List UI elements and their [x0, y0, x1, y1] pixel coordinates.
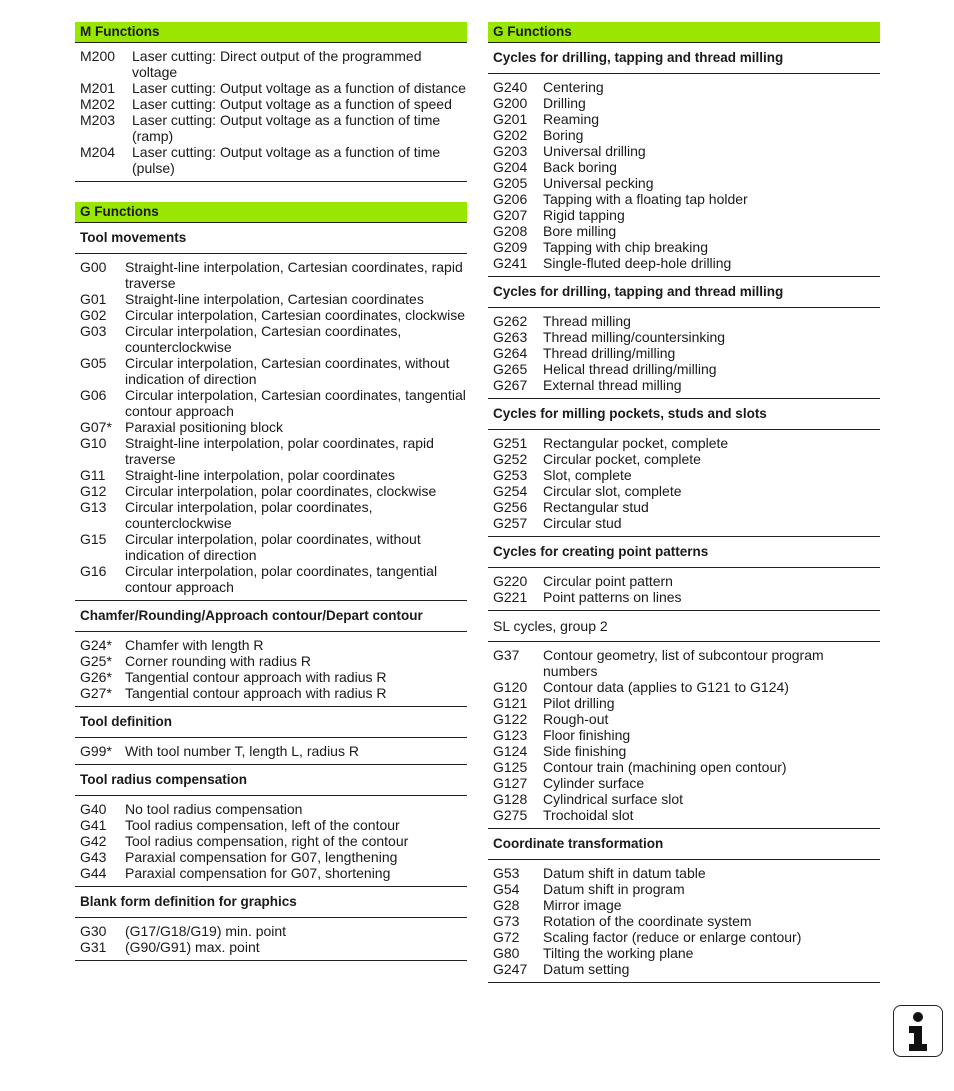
function-entry: [488, 483, 880, 499]
left-sections: [75, 223, 467, 961]
section-heading: Cycles for creating point patterns: [488, 537, 880, 568]
function-code: G253: [493, 467, 528, 483]
function-description: Circular interpolation, Cartesian coordinates, clockwise: [125, 307, 466, 323]
function-entry: [488, 743, 880, 759]
function-code: G27*: [80, 685, 112, 701]
function-code: G122: [493, 711, 528, 727]
function-entry: [488, 143, 880, 159]
function-entry: [75, 669, 467, 685]
function-entry: [75, 653, 467, 669]
function-description: With tool number T, length L, radius R: [125, 743, 359, 759]
function-entry: [75, 435, 467, 467]
section-list: [75, 796, 467, 887]
function-description: Paraxial compensation for G07, shortening: [125, 865, 391, 881]
function-code: G203: [493, 143, 528, 159]
function-code: G275: [493, 807, 528, 823]
function-entry: [488, 191, 880, 207]
function-code: G12: [80, 483, 107, 499]
right-sections: [488, 43, 880, 983]
g-functions-left-section: [75, 202, 467, 961]
function-code: G124: [493, 743, 528, 759]
function-entry: [488, 881, 880, 897]
function-code: G128: [493, 791, 528, 807]
function-description: Circular interpolation, Cartesian coordinates, tangential contour approach: [125, 387, 466, 419]
function-entry: [75, 801, 467, 817]
function-code: G125: [493, 759, 528, 775]
function-description: Circular point pattern: [543, 573, 673, 589]
section-list: [488, 308, 880, 399]
function-entry: [75, 923, 467, 939]
section-list: [75, 918, 467, 961]
function-code: G43: [80, 849, 107, 865]
section-list: [488, 642, 880, 829]
function-description: Universal pecking: [543, 175, 654, 191]
function-entry: [75, 307, 467, 323]
function-entry: [75, 833, 467, 849]
function-description: External thread milling: [543, 377, 682, 393]
function-entry: [488, 79, 880, 95]
function-code: G221: [493, 589, 528, 605]
function-entry: [488, 775, 880, 791]
function-code: G263: [493, 329, 528, 345]
function-code: G24*: [80, 637, 112, 653]
function-entry: [488, 679, 880, 695]
function-description: Contour train (machining open contour): [543, 759, 787, 775]
function-description: Circular stud: [543, 515, 622, 531]
function-code: G05: [80, 355, 107, 371]
function-description: Tool radius compensation, right of the contour: [125, 833, 409, 849]
section-heading: Tool movements: [75, 223, 467, 254]
function-description: Circular interpolation, polar coordinates, tangential contour approach: [125, 563, 438, 595]
function-code: G15: [80, 531, 107, 547]
section-heading: Coordinate transformation: [488, 829, 880, 860]
function-code: M204: [80, 144, 116, 160]
function-description: Tilting the working plane: [543, 945, 694, 961]
function-code: G257: [493, 515, 528, 531]
function-entry: [488, 127, 880, 143]
function-entry: [75, 48, 467, 80]
function-description: Universal drilling: [543, 143, 646, 159]
function-code: G200: [493, 95, 528, 111]
function-code: G25*: [80, 653, 112, 669]
function-code: G262: [493, 313, 528, 329]
function-code: M203: [80, 112, 116, 128]
function-entry: [488, 313, 880, 329]
function-description: Point patterns on lines: [543, 589, 682, 605]
function-entry: [488, 223, 880, 239]
function-code: G206: [493, 191, 528, 207]
function-description: Mirror image: [543, 897, 622, 913]
function-description: Drilling: [543, 95, 586, 111]
function-code: G11: [80, 467, 106, 483]
function-entry: [75, 355, 467, 387]
function-description: Corner rounding with radius R: [125, 653, 311, 669]
function-entry: [75, 685, 467, 701]
function-description: Straight-line interpolation, polar coordinates, rapid traverse: [125, 435, 434, 467]
function-description: (G17/G18/G19) min. point: [125, 923, 287, 939]
function-description: Rectangular pocket, complete: [543, 435, 729, 451]
function-entry: [488, 361, 880, 377]
function-code: G267: [493, 377, 528, 393]
section-list: [75, 254, 467, 601]
function-description: Straight-line interpolation, polar coordinates: [125, 467, 396, 483]
function-code: G99*: [80, 743, 112, 759]
function-code: G201: [493, 111, 528, 127]
function-entry: [488, 961, 880, 977]
function-entry: [75, 259, 467, 291]
function-code: G73: [493, 913, 520, 929]
function-entry: [75, 323, 467, 355]
function-code: M202: [80, 96, 116, 112]
function-description: Pilot drilling: [543, 695, 615, 711]
function-entry: [488, 589, 880, 605]
function-entry: [488, 377, 880, 393]
function-entry: [488, 95, 880, 111]
function-entry: [488, 573, 880, 589]
left-column: [75, 22, 467, 961]
function-code: G80: [493, 945, 520, 961]
function-code: G204: [493, 159, 528, 175]
function-entry: [488, 647, 880, 679]
function-entry: [488, 329, 880, 345]
function-code: G205: [493, 175, 528, 191]
section-heading: SL cycles, group 2: [488, 611, 880, 642]
function-entry: [488, 515, 880, 531]
function-entry: [488, 913, 880, 929]
function-code: G127: [493, 775, 528, 791]
function-entry: [488, 255, 880, 271]
function-entry: [488, 499, 880, 515]
section-list: [75, 738, 467, 765]
function-description: Circular interpolation, polar coordinates, clockwise: [125, 483, 437, 499]
function-code: G123: [493, 727, 528, 743]
function-code: G202: [493, 127, 528, 143]
function-description: Boring: [543, 127, 584, 143]
function-description: No tool radius compensation: [125, 801, 303, 817]
section-heading: Cycles for milling pockets, studs and slots: [488, 399, 880, 430]
function-description: Scaling factor (reduce or enlarge contour): [543, 929, 802, 945]
function-description: Rough-out: [543, 711, 609, 727]
function-entry: [488, 865, 880, 881]
function-entry: [75, 96, 467, 112]
function-code: G28: [493, 897, 520, 913]
section-list: [75, 632, 467, 707]
function-description: Laser cutting: Output voltage as a function of time (ramp): [132, 112, 441, 144]
function-description: Rectangular stud: [543, 499, 649, 515]
function-code: G251: [493, 435, 528, 451]
function-description: Contour data (applies to G121 to G124): [543, 679, 789, 695]
function-description: Laser cutting: Output voltage as a function of distance: [132, 80, 466, 96]
function-code: G31: [80, 939, 107, 955]
function-code: G256: [493, 499, 528, 515]
function-code: G208: [493, 223, 528, 239]
section-heading: Chamfer/Rounding/Approach contour/Depart contour: [75, 601, 467, 632]
function-description: Cylinder surface: [543, 775, 645, 791]
function-entry: [75, 144, 467, 176]
function-code: G26*: [80, 669, 112, 685]
function-code: G264: [493, 345, 528, 361]
function-entry: [488, 159, 880, 175]
m-functions-title: M Functions: [75, 22, 467, 43]
function-description: Tool radius compensation, left of the contour: [125, 817, 400, 833]
function-entry: [75, 637, 467, 653]
function-description: Side finishing: [543, 743, 627, 759]
function-code: G40: [80, 801, 107, 817]
function-entry: [488, 239, 880, 255]
section-heading: Tool radius compensation: [75, 765, 467, 796]
function-description: Tangential contour approach with radius R: [125, 669, 387, 685]
function-entry: [488, 345, 880, 361]
function-entry: [75, 817, 467, 833]
function-code: G53: [493, 865, 520, 881]
function-code: G120: [493, 679, 528, 695]
function-entry: [488, 727, 880, 743]
function-description: Circular interpolation, polar coordinates, without indication of direction: [125, 531, 421, 563]
function-code: G72: [493, 929, 520, 945]
function-entry: [488, 711, 880, 727]
function-code: G00: [80, 259, 107, 275]
function-description: Floor finishing: [543, 727, 631, 743]
function-code: G209: [493, 239, 528, 255]
function-description: Paraxial positioning block: [125, 419, 283, 435]
function-entry: [488, 175, 880, 191]
function-code: G247: [493, 961, 528, 977]
function-code: G220: [493, 573, 528, 589]
section-list: [488, 568, 880, 611]
function-description: Reaming: [543, 111, 600, 127]
function-code: G44: [80, 865, 107, 881]
section-list: [488, 430, 880, 537]
function-entry: [488, 791, 880, 807]
function-description: Chamfer with length R: [125, 637, 264, 653]
function-code: G207: [493, 207, 528, 223]
function-entry: [75, 563, 467, 595]
function-entry: [75, 419, 467, 435]
function-code: M200: [80, 48, 116, 64]
function-description: Circular slot, complete: [543, 483, 682, 499]
function-entry: [75, 849, 467, 865]
function-description: Thread drilling/milling: [543, 345, 676, 361]
function-description: Thread milling: [543, 313, 631, 329]
function-description: Slot, complete: [543, 467, 632, 483]
function-description: Straight-line interpolation, Cartesian coordinates, rapid traverse: [125, 259, 463, 291]
function-description: Helical thread drilling/milling: [543, 361, 717, 377]
function-description: Back boring: [543, 159, 617, 175]
section-list: [488, 860, 880, 983]
function-code: G42: [80, 833, 107, 849]
function-code: G02: [80, 307, 107, 323]
function-entry: [75, 483, 467, 499]
function-entry: [488, 807, 880, 823]
function-entry: [488, 945, 880, 961]
function-description: Laser cutting: Output voltage as a function of time (pulse): [132, 144, 441, 176]
function-entry: [488, 759, 880, 775]
function-code: G10: [80, 435, 107, 451]
function-code: M201: [80, 80, 116, 96]
function-code: G13: [80, 499, 107, 515]
function-entry: [488, 929, 880, 945]
info-icon: [893, 1005, 943, 1057]
m-functions-list: [75, 43, 467, 182]
function-description: Circular interpolation, polar coordinates, counterclockwise: [125, 499, 373, 531]
function-entry: [75, 939, 467, 955]
function-description: Single-fluted deep-hole drilling: [543, 255, 732, 271]
function-description: Straight-line interpolation, Cartesian coordinates: [125, 291, 424, 307]
function-entry: [75, 112, 467, 144]
function-description: Circular pocket, complete: [543, 451, 701, 467]
function-code: G03: [80, 323, 107, 339]
function-code: G252: [493, 451, 528, 467]
function-entry: [75, 80, 467, 96]
function-code: G240: [493, 79, 528, 95]
function-code: G37: [493, 647, 520, 663]
function-entry: [488, 467, 880, 483]
function-code: G01: [80, 291, 107, 307]
info-glyph-icon: [894, 1006, 942, 1056]
g-functions-title-right: G Functions: [488, 22, 880, 43]
function-entry: [488, 897, 880, 913]
function-code: G30: [80, 923, 107, 939]
function-description: Datum setting: [543, 961, 630, 977]
function-description: Datum shift in program: [543, 881, 685, 897]
function-entry: [488, 451, 880, 467]
function-description: Centering: [543, 79, 604, 95]
function-description: Bore milling: [543, 223, 617, 239]
section-heading: Tool definition: [75, 707, 467, 738]
function-entry: [75, 467, 467, 483]
function-entry: [75, 743, 467, 759]
function-entry: [488, 435, 880, 451]
function-code: G241: [493, 255, 528, 271]
function-description: Circular interpolation, Cartesian coordinates, without indication of direction: [125, 355, 450, 387]
function-description: (G90/G91) max. point: [125, 939, 260, 955]
function-code: G16: [80, 563, 107, 579]
function-code: G121: [493, 695, 528, 711]
function-description: Contour geometry, list of subcontour program numbers: [543, 647, 824, 679]
g-functions-title-left: G Functions: [75, 202, 467, 223]
function-entry: [488, 695, 880, 711]
function-description: Tapping with chip breaking: [543, 239, 708, 255]
section-list: [488, 74, 880, 277]
function-description: Trochoidal slot: [543, 807, 634, 823]
function-entry: [75, 865, 467, 881]
function-description: Tangential contour approach with radius R: [125, 685, 387, 701]
function-description: Circular interpolation, Cartesian coordinates, counterclockwise: [125, 323, 402, 355]
function-entry: [488, 111, 880, 127]
function-code: G07*: [80, 419, 112, 435]
section-heading: Cycles for drilling, tapping and thread milling: [488, 277, 880, 308]
function-entry: [488, 207, 880, 223]
section-heading: Blank form definition for graphics: [75, 887, 467, 918]
function-description: Laser cutting: Output voltage as a function of speed: [132, 96, 452, 112]
function-code: G41: [80, 817, 107, 833]
function-description: Datum shift in datum table: [543, 865, 706, 881]
right-column: [488, 22, 880, 983]
function-description: Cylindrical surface slot: [543, 791, 684, 807]
function-code: G06: [80, 387, 107, 403]
function-description: Rotation of the coordinate system: [543, 913, 752, 929]
m-functions-section: [75, 22, 467, 182]
function-entry: [75, 387, 467, 419]
function-entry: [75, 531, 467, 563]
section-heading: Cycles for drilling, tapping and thread milling: [488, 43, 880, 74]
function-description: Rigid tapping: [543, 207, 625, 223]
function-description: Tapping with a floating tap holder: [543, 191, 748, 207]
function-entry: [75, 499, 467, 531]
function-description: Thread milling/countersinking: [543, 329, 726, 345]
function-code: G254: [493, 483, 528, 499]
function-description: Paraxial compensation for G07, lengthening: [125, 849, 398, 865]
function-entry: [75, 291, 467, 307]
function-code: G265: [493, 361, 528, 377]
function-description: Laser cutting: Direct output of the programmed voltage: [132, 48, 422, 80]
function-code: G54: [493, 881, 520, 897]
